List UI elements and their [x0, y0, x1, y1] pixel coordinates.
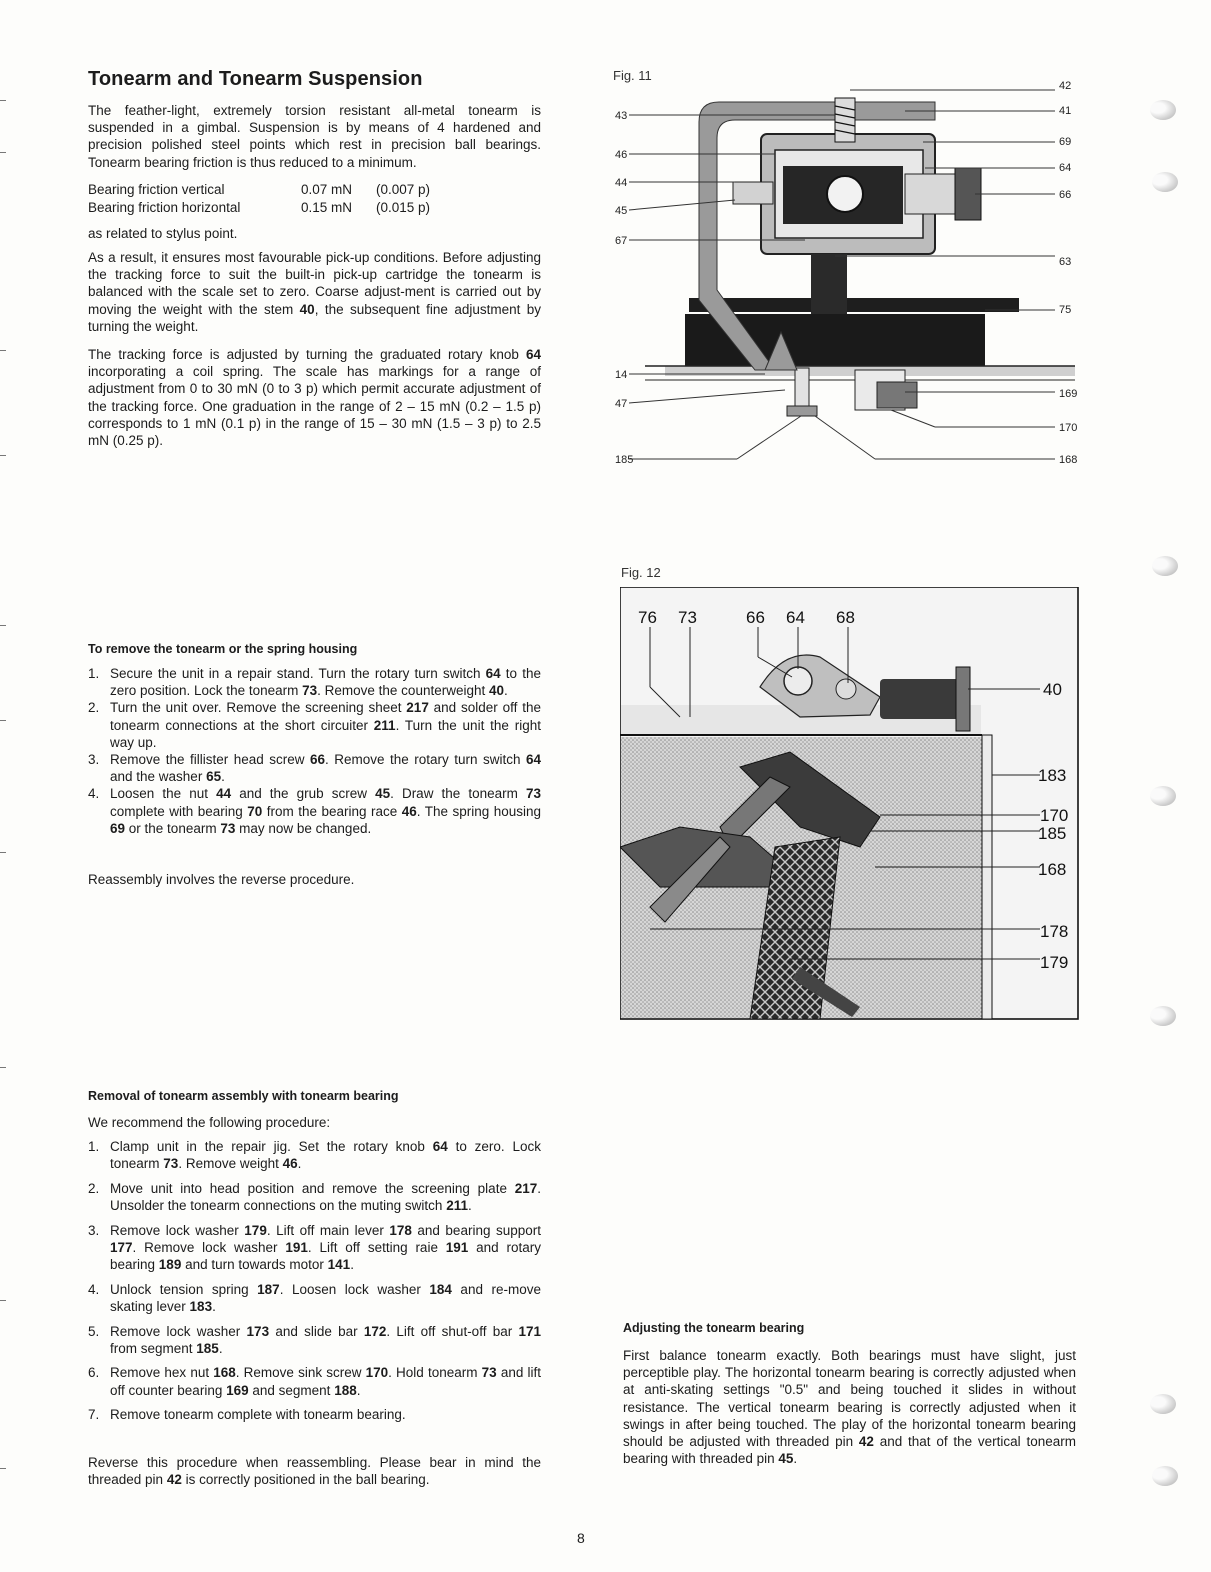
fig11-callout: 44: [615, 177, 628, 189]
spec-label: Bearing friction horizontal: [88, 200, 241, 215]
fig11-callout: 14: [615, 369, 628, 381]
fig11-callout: 69: [1059, 136, 1072, 148]
step-item: 1. Secure the unit in a repair stand. Turn the rotary turn switch 64 to the zero position. Lock the tonearm 73. Remove the counterweight 40.: [88, 666, 541, 699]
assembly-removal-title: Removal of tonearm assembly with tonearm bearing: [88, 1089, 399, 1103]
fig12-label: Fig. 12: [621, 565, 661, 580]
spec-value: 0.07 mN: [301, 182, 353, 197]
punch-hole: [1150, 1006, 1176, 1026]
step-item: 2. Move unit into head position and remove the screening plate 217. Unsolder the tonearm connections on the muting switch 211.: [88, 1180, 541, 1214]
spec-row: [88, 181, 541, 198]
fig11-callout: 185: [615, 454, 634, 466]
remove-tonearm-title: To remove the tonearm or the spring housing: [88, 642, 358, 656]
step-item: 3. Remove lock washer 179. Lift off main lever 178 and bearing support 177. Remove lock washer 191. Lift off setting raie 191 and rotary bearing 189 and turn towards motor 141.: [88, 1222, 541, 1273]
punch-hole: [1152, 1466, 1178, 1486]
fig12-callout: 68: [836, 608, 855, 627]
spec-row: [88, 199, 541, 216]
fig11-callout: 67: [615, 235, 628, 247]
punch-hole: [1152, 556, 1178, 576]
spec-label: Bearing friction vertical: [88, 182, 225, 197]
fig11-label: Fig. 11: [613, 68, 652, 83]
fig12-assembly-photo: [620, 587, 1080, 1021]
step-item: 3. Remove the fillister head screw 66. Remove the rotary turn switch 64 and the washer 65.: [88, 752, 541, 785]
fig11-callout: 170: [1059, 422, 1078, 434]
step-item: 6. Remove hex nut 168. Remove sink screw 170. Hold tonearm 73 and lift off counter bearing 169 and segment 188.: [88, 1365, 541, 1398]
balance-paragraph: As a result, it ensures most favourable pick-up conditions. Before adjusting the tracking force to suit the built-in pick-up cartridge the tonearm is balanced with the scale set to zero. Coarse adjust-ment is carried out by moving the weight with the stem 40, the subsequent fine adjustment by turning the weight.: [88, 250, 542, 334]
step-item: 5. Remove lock washer 173 and slide bar 172. Lift off shut-off bar 171 from segment 185.: [88, 1323, 541, 1357]
edge-mark: [0, 720, 6, 721]
edge-mark: [0, 625, 6, 626]
fig11-callout: 47: [615, 398, 628, 410]
fig11-bearing-diagram: [605, 70, 1085, 470]
fig12-callout: 185: [1038, 824, 1067, 843]
fig12-callout: 40: [1043, 680, 1062, 699]
fig12-callout: 66: [746, 608, 765, 627]
edge-mark: [0, 455, 6, 456]
step-item: 4. Loosen the nut 44 and the grub screw 45. Draw the tonearm 73 complete with bearing 70 from the bearing race 46. The spring housing 69 or the tonearm 73 may now be changed.: [88, 786, 542, 836]
spec-value: 0.15 mN: [301, 200, 353, 215]
fig12-callout: 64: [786, 608, 805, 627]
edge-mark: [0, 100, 6, 101]
assembly-removal-steps: [88, 1138, 541, 1431]
assembly-intro: We recommend the following procedure:: [88, 1115, 331, 1130]
step-item: 7. Remove tonearm complete with tonearm bearing.: [88, 1407, 406, 1423]
fig12-callout: 76: [638, 608, 657, 627]
edge-mark: [0, 152, 6, 153]
intro-paragraph: The feather-light, extremely torsion resistant all-metal tonearm is suspended in a gimbal. Suspension is by means of 4 hardened and precision polished steel points which rest in precision ball bearings. Tonearm bearing friction is thus reduced to a minimum.: [88, 103, 541, 170]
fig12-callout: 183: [1038, 766, 1067, 785]
tracking-force-paragraph: The tracking force is adjusted by turning the graduated rotary knob 64 incorporating a coil spring. The scale has markings for a range of adjustment from 0 to 30 mN (0 to 3 p) which permit accurate adjustment of the tracking force. One graduation in the range of 2 – 15 mN (0.2 – 1.5 p) corresponds to 1 mN (0.1 p) in the range of 15 – 30 mN (1.5 – 3 p) to 2.5 mN (0.25 p).: [88, 347, 541, 449]
fig11-callout: 169: [1059, 388, 1078, 400]
punch-hole: [1150, 100, 1176, 120]
punch-hole: [1150, 1394, 1176, 1414]
reassembly-reminder: Reverse this procedure when reassembling. Please bear in mind the threaded pin 42 is correctly positioned in the ball bearing.: [88, 1455, 541, 1488]
fig11-callout: 75: [1059, 304, 1072, 316]
step-item: 2. Turn the unit over. Remove the screening sheet 217 and solder off the tonearm connections at the short circuiter 211. Turn the unit the right way up.: [88, 700, 541, 750]
edge-mark: [0, 350, 6, 351]
punch-hole: [1150, 786, 1176, 806]
page-number: 8: [577, 1530, 585, 1546]
fig11-callout: 64: [1059, 162, 1072, 174]
step-item: 1. Clamp unit in the repair jig. Set the rotary knob 64 to zero. Lock tonearm 73. Remove weight 46.: [88, 1139, 541, 1172]
edge-mark: [0, 1468, 6, 1469]
specs-note: as related to stylus point.: [88, 226, 238, 241]
section-heading: Tonearm and Tonearm Suspension: [88, 68, 423, 90]
fig11-callout: 63: [1059, 256, 1072, 268]
fig12-callout: 170: [1040, 806, 1069, 825]
fig12-callout: 168: [1038, 860, 1067, 879]
fig12-callout: 73: [678, 608, 697, 627]
edge-mark: [0, 852, 6, 853]
adjust-bearing-title: Adjusting the tonearm bearing: [623, 1321, 805, 1335]
fig11-callout: 168: [1059, 454, 1078, 466]
adjust-bearing-paragraph: First balance tonearm exactly. Both bearings must have slight, just perceptible play. The horizontal tonearm bearing is correctly adjusted when at anti-skating settings "0.5" and being touched it slides in without resistance. The vertical tonearm bearing is correctly adjusted when it swings in after being touched. The play of the horizontal tonearm bearing should be adjusted with threaded pin 42 and that of the vertical tonearm bearing with threaded pin 45.: [623, 1348, 1076, 1467]
reassembly-note: Reassembly involves the reverse procedure.: [88, 872, 355, 887]
edge-mark: [0, 1067, 6, 1068]
fig12-callout: 178: [1040, 922, 1069, 941]
fig11-callout: 66: [1059, 189, 1072, 201]
fig11-callout: 43: [615, 110, 628, 122]
spec-alt: (0.015 p): [376, 200, 431, 215]
fig12-callout: 179: [1040, 953, 1069, 972]
fig11-callout: 41: [1059, 105, 1072, 117]
edge-mark: [0, 1300, 6, 1301]
punch-hole: [1152, 172, 1178, 192]
step-item: 4. Unlock tension spring 187. Loosen lock washer 184 and re-move skating lever 183.: [88, 1281, 541, 1315]
fig11-callout: 45: [615, 205, 628, 217]
fig11-callout: 42: [1059, 80, 1072, 92]
remove-tonearm-steps: [88, 665, 541, 837]
spec-alt: (0.007 p): [376, 182, 431, 197]
fig11-callout: 46: [615, 149, 628, 161]
